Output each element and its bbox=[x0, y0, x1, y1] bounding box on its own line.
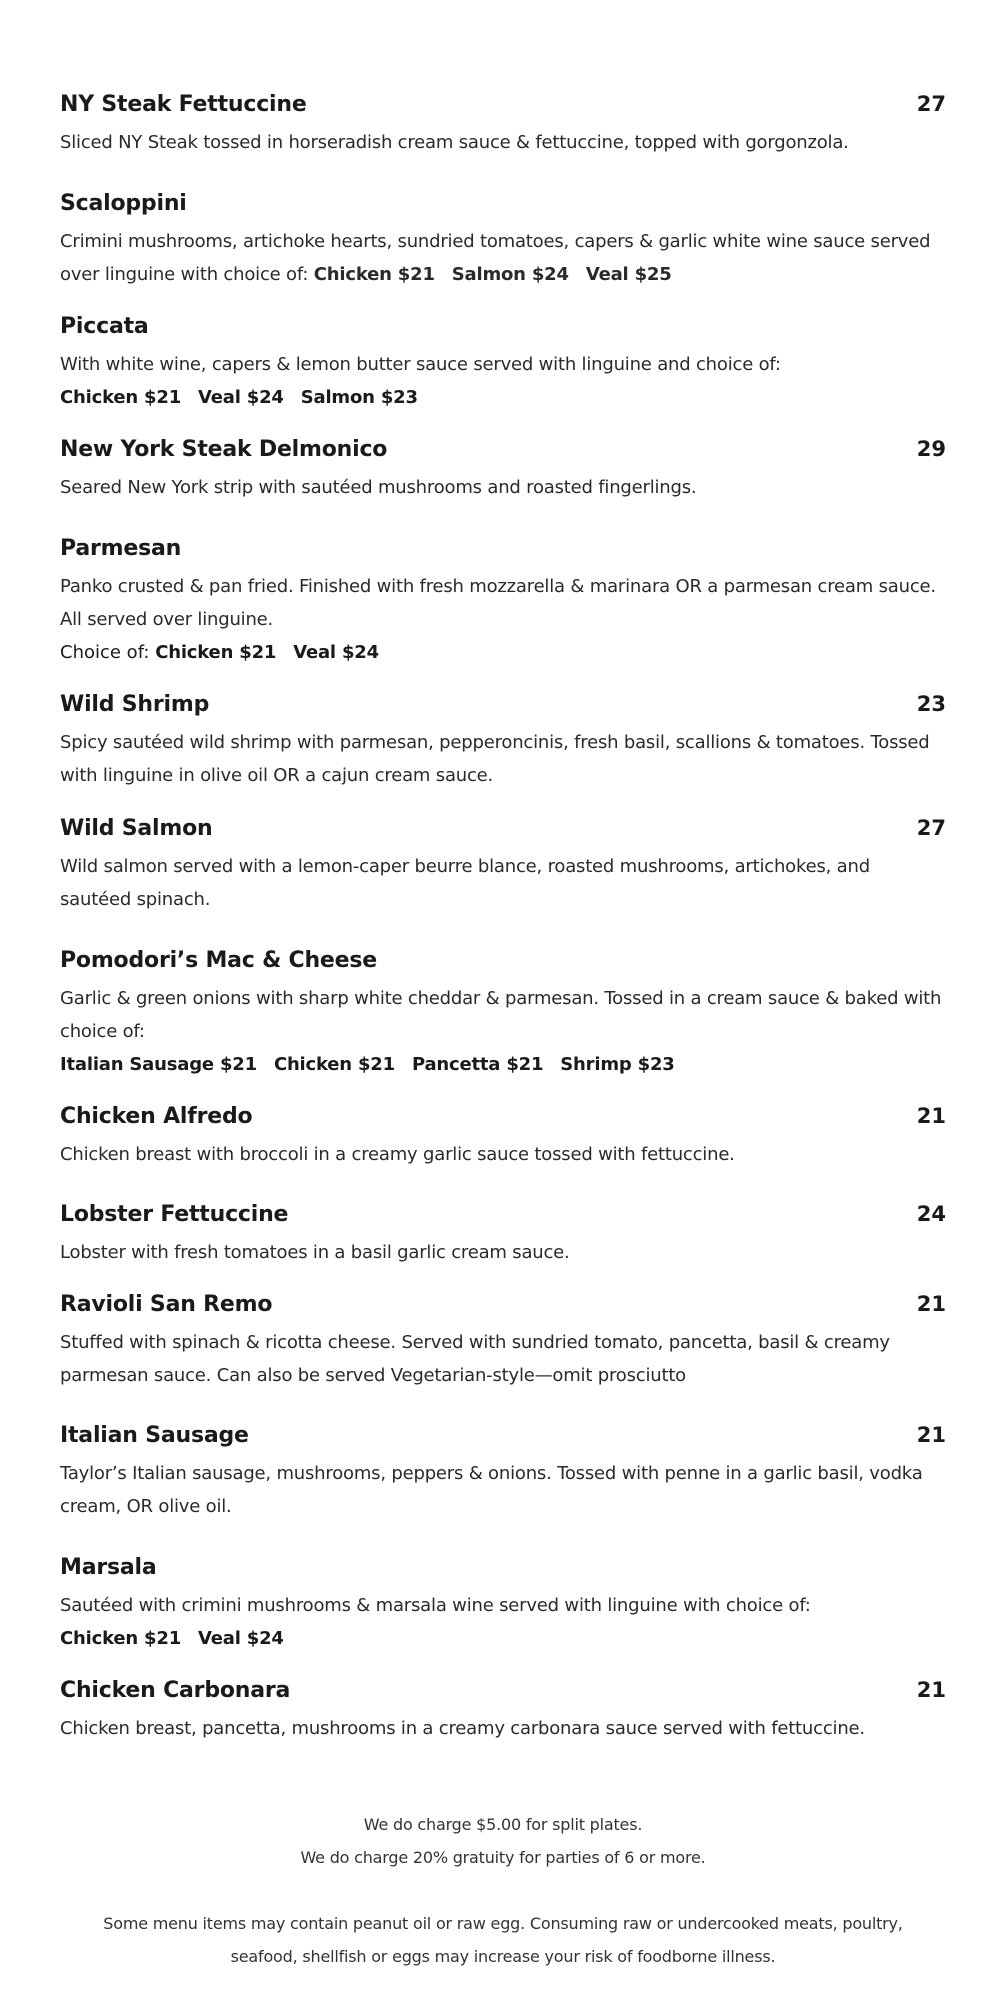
menu-item-scaloppini bbox=[60, 191, 946, 291]
item-option: Veal $24 bbox=[198, 387, 284, 408]
item-price: 27 bbox=[916, 92, 946, 116]
menu-item-italian-sausage bbox=[60, 1423, 946, 1523]
item-name: Piccata bbox=[60, 314, 149, 339]
item-option: Chicken $21 bbox=[155, 642, 277, 663]
item-option: Chicken $21 bbox=[60, 1628, 182, 1649]
item-price: 21 bbox=[916, 1678, 946, 1702]
item-option: Chicken $21 bbox=[60, 387, 182, 408]
item-option: Veal $25 bbox=[585, 264, 672, 285]
item-description: Spicy sautéed wild shrimp with parmesan, pepperoncinis, fresh basil, scallions & tomatoes. Tossed with linguine in olive oil OR a cajun cream sauce. bbox=[60, 732, 930, 786]
item-description: With white wine, capers & lemon butter sauce served with linguine and choice of: bbox=[60, 354, 781, 375]
item-price: 21 bbox=[916, 1292, 946, 1316]
item-description: Chicken breast, pancetta, mushrooms in a creamy carbonara sauce served with fettuccine. bbox=[60, 1718, 865, 1739]
item-name: Lobster Fettuccine bbox=[60, 1202, 289, 1227]
menu-item-chicken-carbonara bbox=[60, 1678, 946, 1745]
item-name: Marsala bbox=[60, 1555, 157, 1580]
item-price: 29 bbox=[916, 437, 946, 461]
item-option: Veal $24 bbox=[293, 642, 379, 663]
item-name: Chicken Alfredo bbox=[60, 1104, 253, 1129]
item-options bbox=[60, 1622, 946, 1655]
item-description bbox=[60, 225, 946, 291]
item-price: 21 bbox=[916, 1104, 946, 1128]
item-option: Veal $24 bbox=[198, 1628, 284, 1649]
menu-item-ny-steak-fettuccine bbox=[60, 92, 946, 159]
menu-item-chicken-alfredo bbox=[60, 1104, 946, 1171]
item-options bbox=[60, 636, 946, 669]
item-name: Italian Sausage bbox=[60, 1423, 249, 1448]
item-name: Chicken Carbonara bbox=[60, 1678, 291, 1703]
item-option: Chicken $21 bbox=[273, 1054, 395, 1075]
footer-allergy bbox=[60, 1907, 946, 1973]
item-name: Wild Salmon bbox=[60, 816, 213, 841]
menu-item-marsala bbox=[60, 1555, 946, 1655]
item-description: Chicken breast with broccoli in a creamy garlic sauce tossed with fettuccine. bbox=[60, 1144, 735, 1165]
item-name: Wild Shrimp bbox=[60, 692, 210, 717]
item-description: Stuffed with spinach & ricotta cheese. Served with sundried tomato, pancetta, basil & creamy parmesan sauce. Can also be served Vegetarian-style—omit prosciutto bbox=[60, 1332, 890, 1386]
item-option: Salmon $24 bbox=[451, 264, 569, 285]
item-option: Chicken $21 bbox=[313, 264, 435, 285]
item-name: Ravioli San Remo bbox=[60, 1292, 273, 1317]
menu-item-parmesan bbox=[60, 536, 946, 669]
menu-item-lobster-fettuccine bbox=[60, 1202, 946, 1269]
item-option: Italian Sausage $21 bbox=[60, 1054, 257, 1075]
menu-item-wild-salmon bbox=[60, 816, 946, 916]
item-name: NY Steak Fettuccine bbox=[60, 92, 307, 117]
item-name: Parmesan bbox=[60, 536, 182, 561]
item-description: Seared New York strip with sautéed mushrooms and roasted fingerlings. bbox=[60, 477, 697, 498]
item-price: 21 bbox=[916, 1423, 946, 1447]
item-option: Pancetta $21 bbox=[411, 1054, 544, 1075]
footer-policies bbox=[60, 1808, 946, 1874]
item-price: 27 bbox=[916, 816, 946, 840]
gratuity-note: We do charge 20% gratuity for parties of 6 or more. bbox=[300, 1848, 706, 1867]
item-description: Garlic & green onions with sharp white cheddar & parmesan. Tossed in a cream sauce & baked with choice of: bbox=[60, 988, 942, 1042]
item-description-text: Crimini mushrooms, artichoke hearts, sundried tomatoes, capers & garlic white wine sauce served over linguine with choice of: bbox=[60, 231, 931, 285]
item-price: 24 bbox=[916, 1202, 946, 1226]
menu-item-pomodoris-mac-and-cheese bbox=[60, 948, 946, 1081]
item-name: Scaloppini bbox=[60, 191, 187, 216]
split-plate-note: We do charge $5.00 for split plates. bbox=[363, 1815, 643, 1834]
item-description: Sautéed with crimini mushrooms & marsala wine served with linguine with choice of: bbox=[60, 1595, 811, 1616]
item-description: Panko crusted & pan fried. Finished with fresh mozzarella & marinara OR a parmesan cream sauce. All served over linguine. bbox=[60, 576, 936, 630]
menu-item-piccata bbox=[60, 314, 946, 414]
menu-item-wild-shrimp bbox=[60, 692, 946, 792]
item-options bbox=[60, 381, 946, 414]
item-options-prefix: Choice of: bbox=[60, 642, 150, 663]
item-description: Lobster with fresh tomatoes in a basil garlic cream sauce. bbox=[60, 1242, 570, 1263]
item-name: Pomodori’s Mac & Cheese bbox=[60, 948, 377, 973]
item-option: Salmon $23 bbox=[300, 387, 418, 408]
menu-item-new-york-steak-delmonico bbox=[60, 437, 946, 504]
item-option: Shrimp $23 bbox=[560, 1054, 675, 1075]
item-price: 23 bbox=[916, 692, 946, 716]
allergy-warning: Some menu items may contain peanut oil or raw egg. Consuming raw or undercooked meats, poultry, seafood, shellfish or eggs may increase your risk of foodborne illness. bbox=[103, 1914, 903, 1966]
item-description: Wild salmon served with a lemon-caper beurre blance, roasted mushrooms, artichokes, and sautéed spinach. bbox=[60, 856, 870, 910]
item-description: Taylor’s Italian sausage, mushrooms, peppers & onions. Tossed with penne in a garlic basil, vodka cream, OR olive oil. bbox=[60, 1463, 923, 1517]
item-options bbox=[60, 1048, 946, 1081]
menu-item-ravioli-san-remo bbox=[60, 1292, 946, 1392]
item-description: Sliced NY Steak tossed in horseradish cream sauce & fettuccine, topped with gorgonzola. bbox=[60, 132, 849, 153]
item-name: New York Steak Delmonico bbox=[60, 437, 388, 462]
